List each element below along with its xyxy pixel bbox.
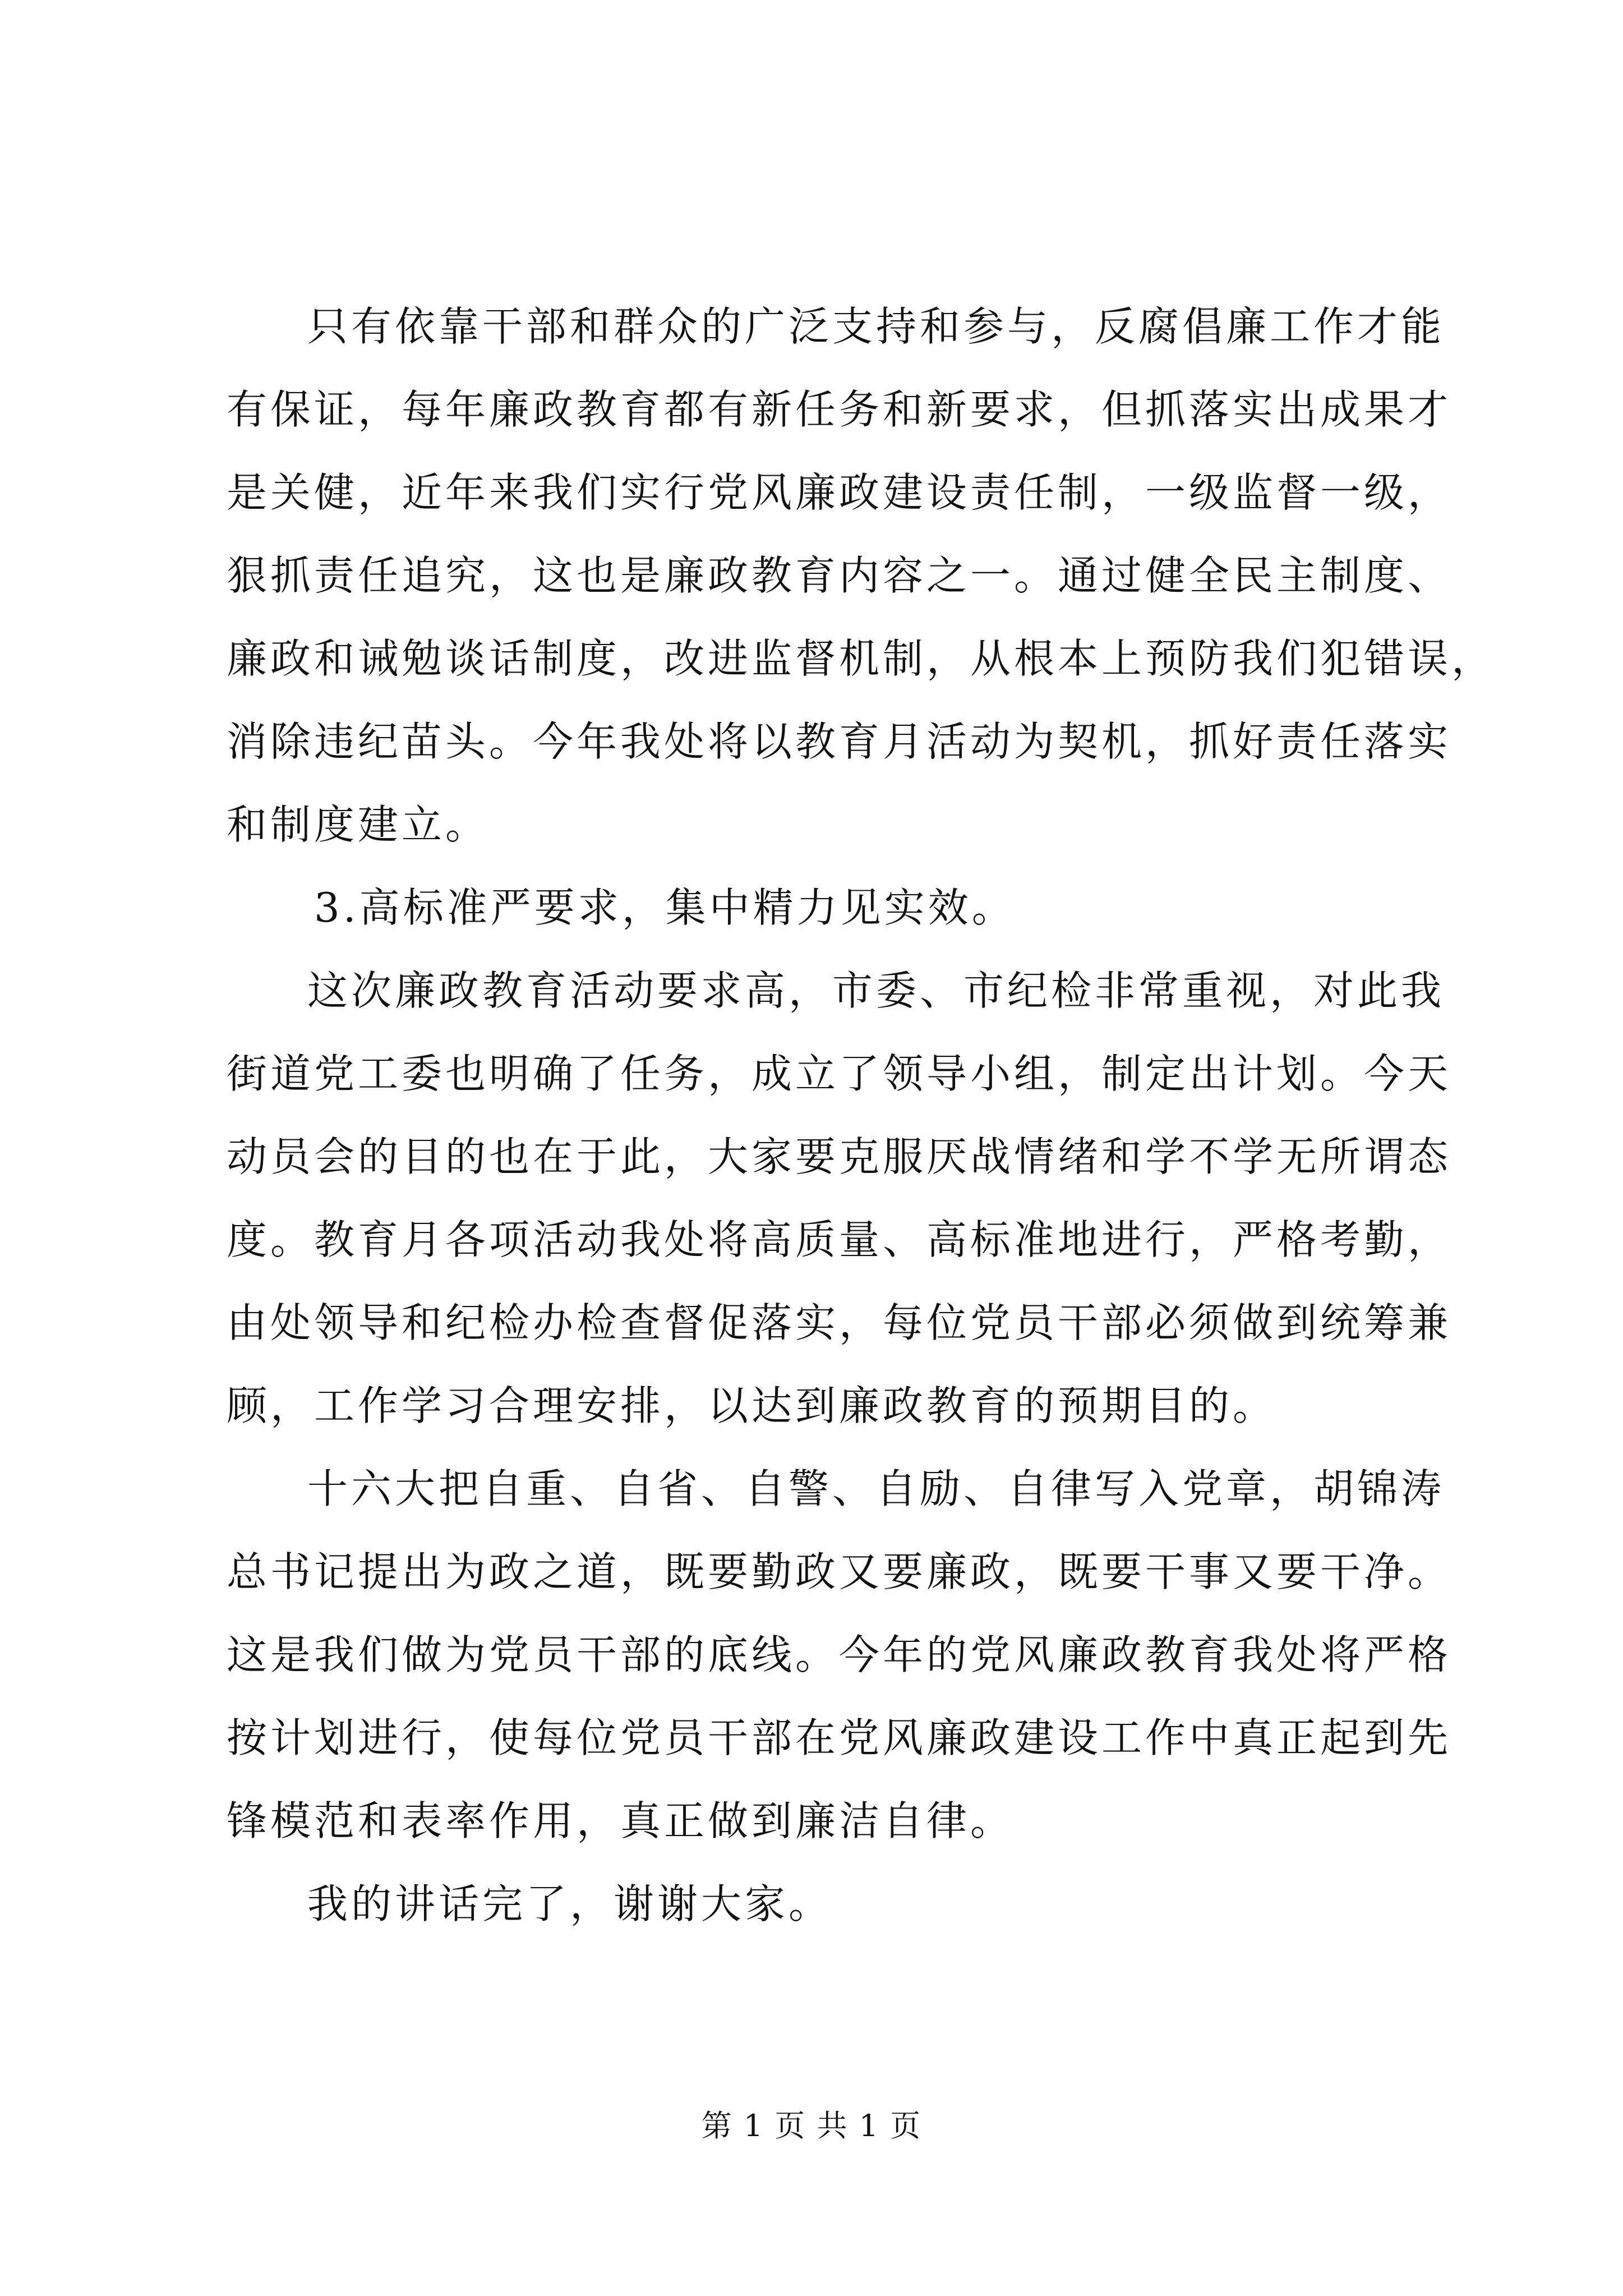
text-line: 狠抓责任追究，这也是廉政教育内容之一。通过健全民主制度、: [227, 552, 1452, 599]
text-line: 有保证，每年廉政教育都有新任务和新要求，但抓落实出成果才: [227, 386, 1452, 433]
paragraph-2: [227, 866, 1415, 949]
text-line: 这次廉政教育活动要求高，市委、市纪检非常重视，对此我: [307, 967, 1445, 1014]
text-line: 这是我们做为党员干部的底线。今年的党风廉政教育我处将严格: [227, 1631, 1452, 1678]
text-line: 按计划进行，使每位党员干部在党风廉政建设工作中真正起到先: [227, 1714, 1452, 1761]
text-line: 锋模范和表率作用，真正做到廉洁自律。: [227, 1797, 1015, 1844]
document-body: [227, 285, 1496, 1945]
text-line: 度。教育月各项活动我处将高质量、高标准地进行，严格考勤，: [227, 1216, 1452, 1263]
section-heading: 3.高标准严要求，集中精力见实效。: [314, 884, 1016, 931]
text-line: 顾，工作学习合理安排，以达到廉政教育的预期目的。: [227, 1382, 1277, 1429]
paragraph-5: [227, 1862, 1415, 1945]
page-footer: 第 1 页 共 1 页: [701, 2108, 922, 2143]
text-line: 和制度建立。: [227, 801, 490, 848]
text-line: 街道党工委也明确了任务，成立了领导小组，制定出计划。今天: [227, 1050, 1452, 1097]
text-line: 消除违纪苗头。今年我处将以教育月活动为契机，抓好责任落实: [227, 718, 1452, 765]
text-line: 廉政和诫勉谈话制度，改进监督机制，从根本上预防我们犯错误，: [227, 635, 1496, 682]
text-line: 动员会的目的也在于此，大家要克服厌战情绪和学不学无所谓态: [227, 1133, 1452, 1180]
text-line: 由处领导和纪检办检查督促落实，每位党员干部必须做到统筹兼: [227, 1299, 1452, 1346]
text-line: 十六大把自重、自省、自警、自励、自律写入党章，胡锦涛: [307, 1465, 1445, 1512]
closing-line: 我的讲话完了，谢谢大家。: [307, 1880, 833, 1927]
text-line: 只有依靠干部和群众的广泛支持和参与，反腐倡廉工作才能: [307, 303, 1445, 350]
paragraph-4: [227, 1447, 1452, 1862]
paragraph-1: [227, 285, 1496, 866]
text-line: 是关健，近年来我们实行党风廉政建设责任制，一级监督一级，: [227, 469, 1452, 516]
paragraph-3: [227, 949, 1452, 1447]
text-line: 总书记提出为政之道，既要勤政又要廉政，既要干事又要干净。: [227, 1548, 1452, 1595]
